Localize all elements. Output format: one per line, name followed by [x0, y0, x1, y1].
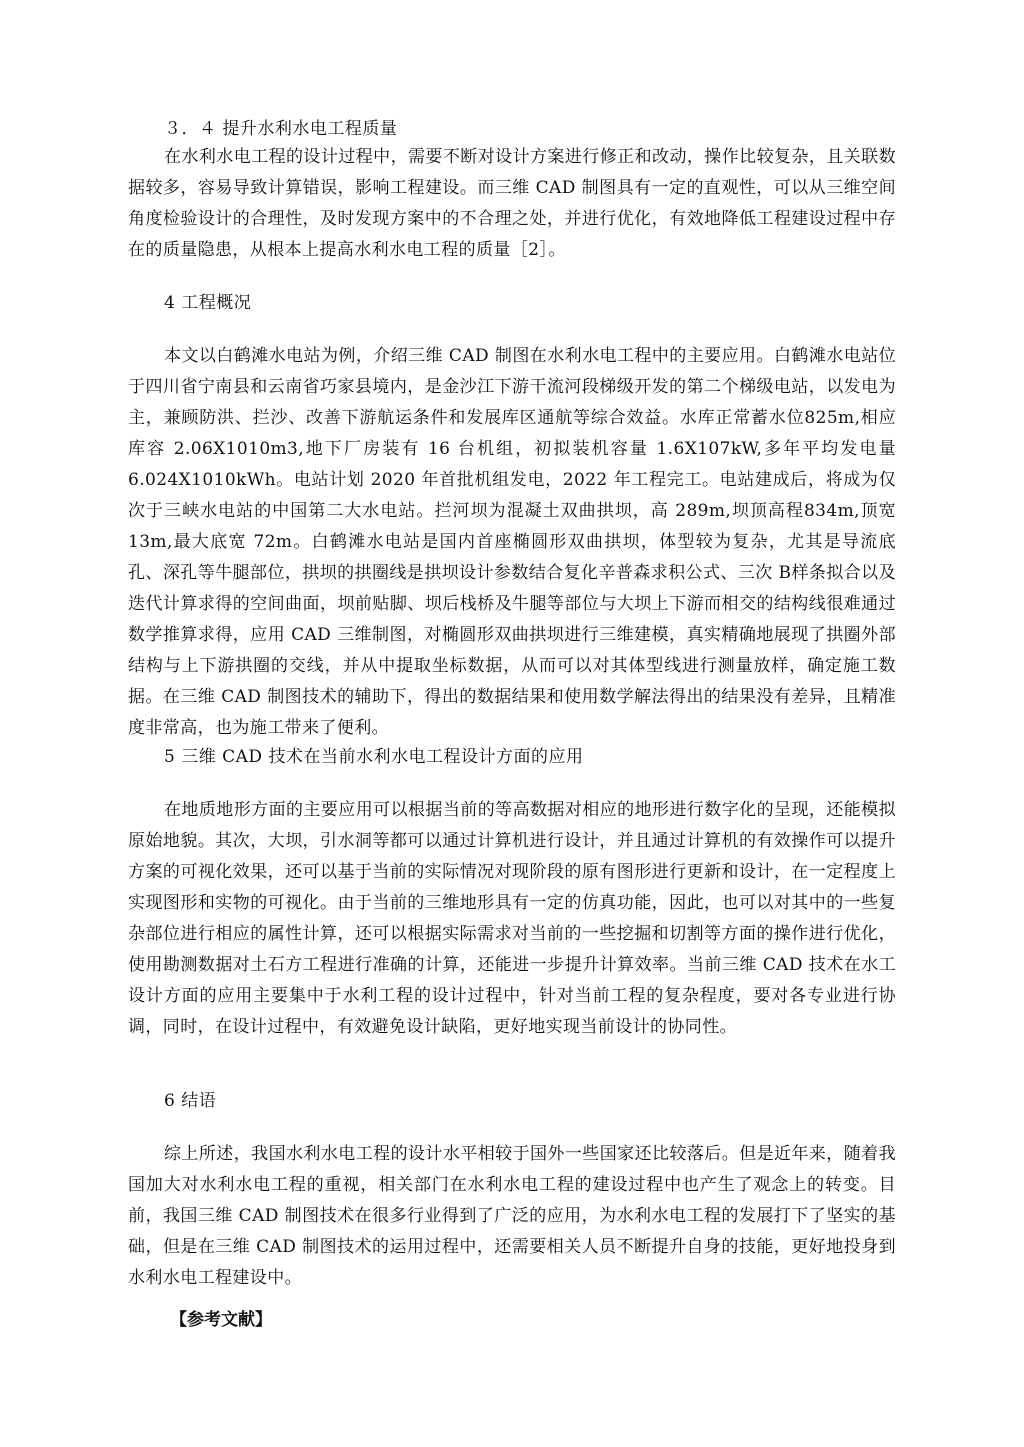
section-heading-3-4: ３．４ 提升水利水电工程质量	[164, 119, 398, 139]
references-title: 【参考文献】	[170, 1310, 272, 1330]
section-heading-4: 4 工程概况	[164, 293, 252, 313]
section-paragraph-6: 综上所述，我国水利水电工程的设计水平相较于国外一些国家还比较落后。但是近年来，随着我国加大对水利水电工程的重视，相关部门在水利水电工程的建设过程中也产生了观念上的转变。目前，我国三维 CAD 制图技术在很多行业得到了广泛的应用，为水利水电工程的发展打下了坚实的基础，但是在三维 CAD 制图技术的运用过程中，还需要相关人员不断提升自身的技能，更好地投身到水利水电工程建设中。	[128, 1144, 896, 1288]
section-paragraph-5: 在地质地形方面的主要应用可以根据当前的等高数据对相应的地形进行数字化的呈现，还能模拟原始地貌。其次，大坝，引水洞等都可以通过计算机进行设计，并且通过计算机的有效操作可以提升方案的可视化效果，还可以基于当前的实际情况对现阶段的原有图形进行更新和设计，在一定程度上实现图形和实物的可视化。由于当前的三维地形具有一定的仿真功能，因此，也可以对其中的一些复杂部位进行相应的属性计算，还可以根据实际需求对当前的一些挖掘和切割等方面的操作进行优化，使用勘测数据对土石方工程进行准确的计算，还能进一步提升计算效率。当前三维 CAD 技术在水工设计方面的应用主要集中于水利工程的设计过程中，针对当前工程的复杂程度，要对各专业进行协调，同时，在设计过程中，有效避免设计缺陷，更好地实现当前设计的协同性。	[128, 800, 896, 1037]
section-paragraph-3-4: 在水利水电工程的设计过程中，需要不断对设计方案进行修正和改动，操作比较复杂，且关联数据较多，容易导致计算错误，影响工程建设。而三维 CAD 制图具有一定的直观性，可以从三维空间角度检验设计的合理性，及时发现方案中的不合理之处，并进行优化，有效地降低工程建设过程中存在的质量隐患，从根本上提高水利水电工程的质量［2］。	[128, 147, 896, 260]
section-paragraph-4: 本文以白鹤滩水电站为例，介绍三维 CAD 制图在水利水电工程中的主要应用。白鹤滩水电站位于四川省宁南县和云南省巧家县境内，是金沙江下游干流河段梯级开发的第二个梯级电站，以发电为主，兼顾防洪、拦沙、改善下游航运条件和发展库区通航等综合效益。水库正常蓄水位825m,相应库容 2.06X1010m3,地下厂房装有 16 台机组，初拟装机容量 1.6X107kW,多年平均发电量 6.024X1010kWh。电站计划 2020 年首批机组发电，2022 年工程完工。电站建成后，将成为仅次于三峡水电站的中国第二大水电站。拦河坝为混凝土双曲拱坝，高 289m,坝顶高程834m,顶宽 13m,最大底宽 72m。白鹤滩水电站是国内首座椭圆形双曲拱坝，体型较为复杂，尤其是导流底孔、深孔等牛腿部位，拱坝的拱圈线是拱坝设计参数结合复化辛普森求积公式、三次 B样条拟合以及迭代计算求得的空间曲面，坝前贴脚、坝后栈桥及牛腿等部位与大坝上下游而相交的结构线很难通过数学推算求得，应用 CAD 三维制图，对椭圆形双曲拱坝进行三维建模，真实精确地展现了拱圈外部结构与上下游拱圈的交线，并从中提取坐标数据，从而可以对其体型线进行测量放样，确定施工数据。在三维 CAD 制图技术的辅助下，得出的数据结果和使用数学解法得出的结果没有差异，且精准度非常高，也为施工带来了便利。	[128, 346, 896, 738]
section-heading-5: 5 三维 CAD 技术在当前水利水电工程设计方面的应用	[164, 747, 584, 767]
section-heading-6: 6 结语	[164, 1091, 217, 1111]
